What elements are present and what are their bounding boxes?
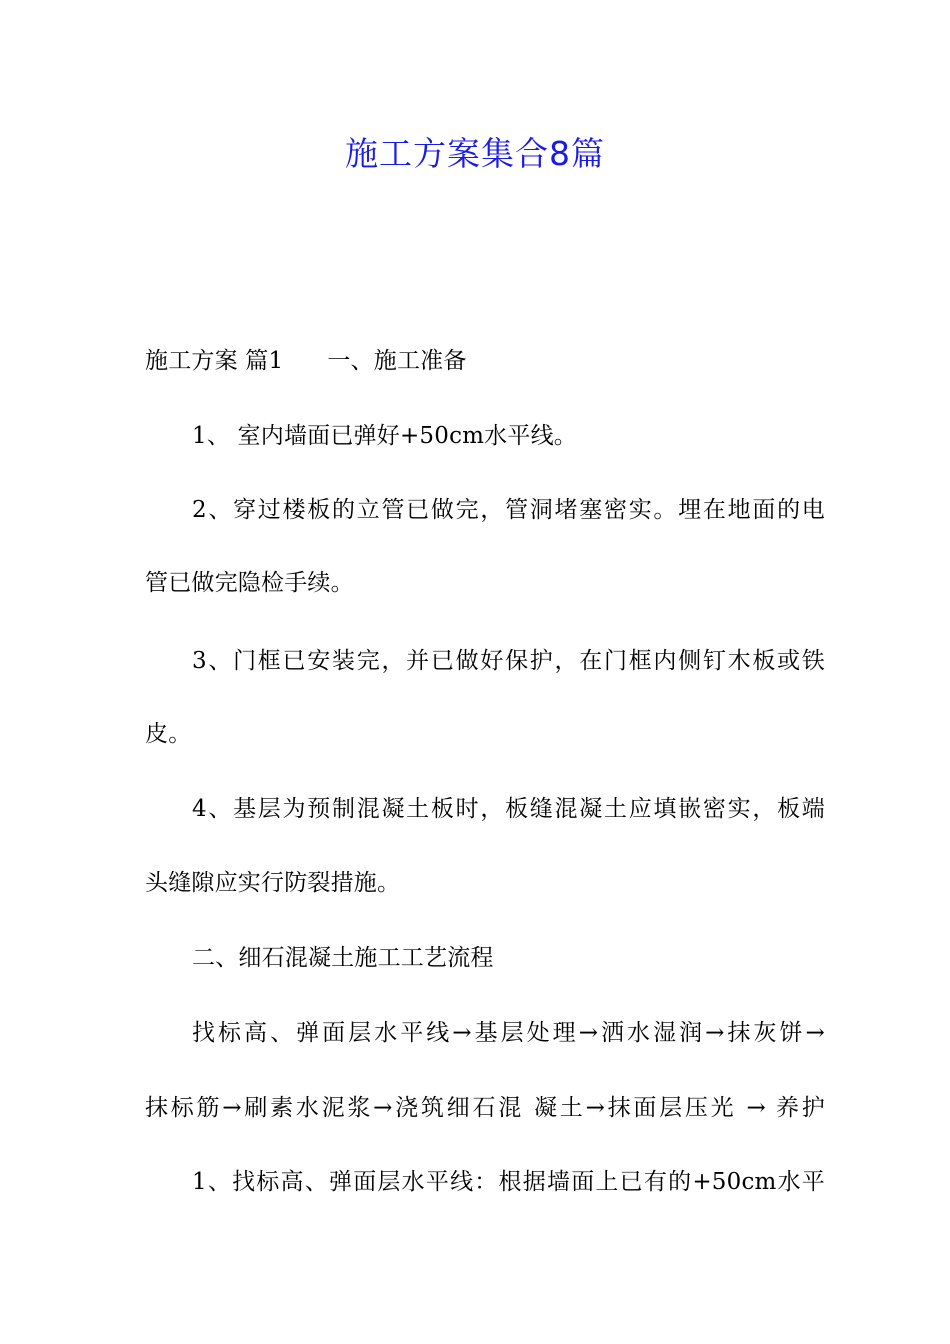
paragraph-line: 管已做完隐检手续。 — [145, 570, 354, 596]
paragraph-line: 头缝隙应实行防裂措施。 — [145, 870, 401, 896]
heading-construction-prep: 一、施工准备 — [327, 348, 467, 374]
paragraph-line: 1、找标高、弹面层水平线：根据墙面上已有的+50cm水平 — [192, 1169, 825, 1195]
paragraph-line: 1、 室内墙面已弹好+50cm水平线。 — [192, 423, 577, 449]
paragraph-line: 抹标筋→刷素水泥浆→浇筑细石混 凝土→抹面层压光 → 养护 — [145, 1095, 825, 1121]
paragraph-line: 找标高、弹面层水平线→基层处理→洒水湿润→抹灰饼→ — [192, 1020, 825, 1046]
document-title: 施工方案集合8篇 — [345, 134, 605, 173]
paragraph-line-section-heading — [145, 343, 825, 379]
paragraph-line: 2、穿过楼板的立管已做完，管洞堵塞密实。埋在地面的电 — [192, 497, 825, 523]
paragraph-line: 4、基层为预制混凝土板时，板缝混凝土应填嵌密实，板端 — [192, 796, 825, 822]
paragraph-line: 皮。 — [145, 721, 192, 747]
heading-process-flow: 二、细石混凝土施工工艺流程 — [192, 945, 494, 971]
paragraph-line: 3、门框已安装完，并已做好保护，在门框内侧钉木板或铁 — [192, 648, 825, 674]
section-heading: 施工方案 篇1 — [145, 348, 284, 374]
